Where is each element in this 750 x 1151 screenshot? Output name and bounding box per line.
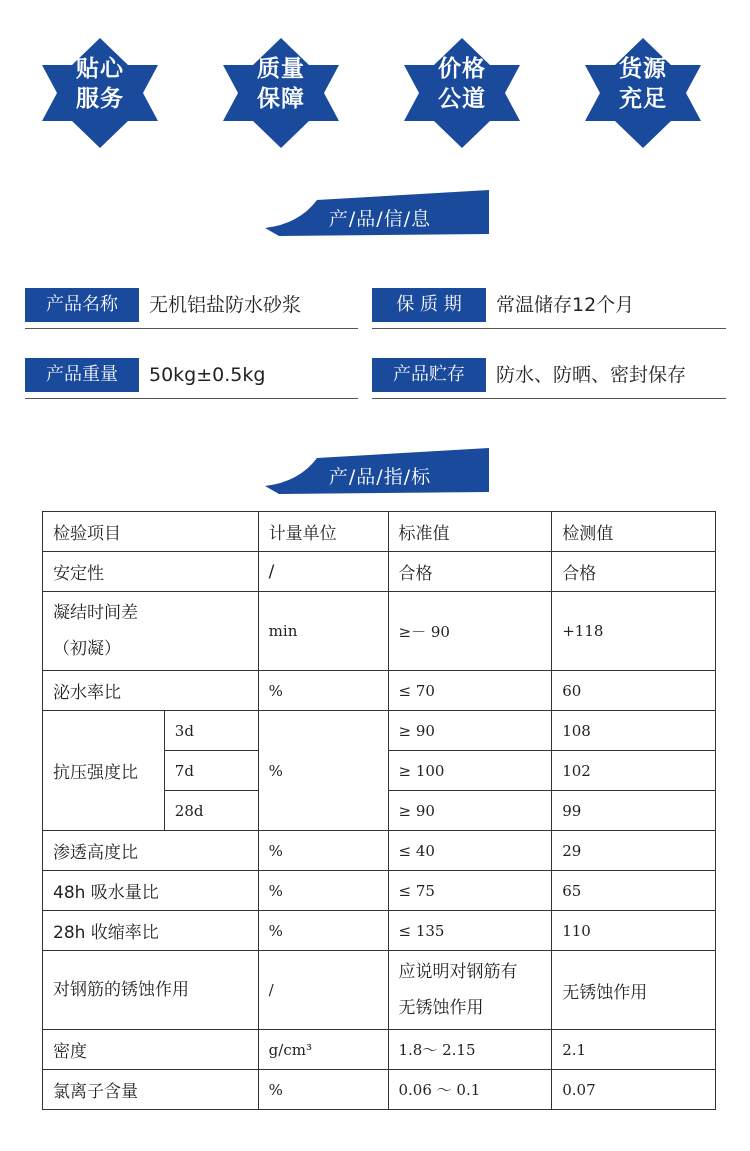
info-value: 防水、防晒、密封保存	[496, 364, 687, 386]
info-value: 无机铝盐防水砂浆	[149, 294, 302, 316]
section-title: 产/品/指/标	[328, 466, 432, 488]
table-cell: %	[258, 671, 388, 711]
table-cell	[388, 951, 552, 1030]
badge-line: 充足	[619, 86, 667, 112]
badge-line: 公道	[438, 86, 486, 112]
table-cell: 48h 吸水量比	[43, 871, 259, 911]
table-cell: 28d	[164, 791, 258, 831]
badge-line: 价格	[438, 56, 486, 82]
table-cell: 合格	[388, 552, 552, 592]
table-row	[43, 552, 716, 592]
table-cell: ≤ 70	[388, 671, 552, 711]
badge-line: 货源	[619, 56, 667, 82]
table-header-row	[43, 512, 716, 552]
table-row	[43, 951, 716, 1030]
table-cell: %	[258, 831, 388, 871]
table-cell: ≥ 90	[388, 791, 552, 831]
table-row	[43, 1070, 716, 1110]
table-cell: 氯离子含量	[43, 1070, 259, 1110]
table-cell: 7d	[164, 751, 258, 791]
table-cell: 泌水率比	[43, 671, 259, 711]
table-row	[43, 711, 716, 751]
info-storage	[372, 350, 726, 399]
section-title: 产/品/信/息	[328, 208, 432, 230]
table-cell: 安定性	[43, 552, 259, 592]
table-row	[43, 911, 716, 951]
table-cell: +118	[552, 592, 716, 671]
table-cell: 渗透高度比	[43, 831, 259, 871]
info-label: 产品贮存	[372, 358, 486, 392]
table-cell: 60	[552, 671, 716, 711]
badge-price	[402, 38, 522, 148]
table-cell: 对钢筋的锈蚀作用	[43, 951, 259, 1030]
table-cell: %	[258, 1070, 388, 1110]
table-cell: 抗压强度比	[43, 711, 165, 831]
info-label: 保 质 期	[372, 288, 486, 322]
table-row	[43, 671, 716, 711]
table-header: 检验项目	[43, 512, 259, 552]
table-cell: %	[258, 871, 388, 911]
table-cell: ≥－ 90	[388, 592, 552, 671]
table-row	[43, 592, 716, 671]
badge-supply	[583, 38, 703, 148]
table-cell: 0.07	[552, 1070, 716, 1110]
table-cell: /	[258, 951, 388, 1030]
table-row	[43, 831, 716, 871]
cell-line: （初凝）	[53, 639, 121, 659]
cell-line: 应说明对钢筋有	[398, 962, 518, 982]
badge-line: 服务	[76, 86, 124, 112]
spec-table	[42, 511, 716, 1110]
badge-line: 保障	[257, 86, 305, 112]
info-product-name	[25, 280, 358, 329]
info-label: 产品重量	[25, 358, 139, 392]
table-cell: g/cm³	[258, 1030, 388, 1070]
table-cell: ≤ 40	[388, 831, 552, 871]
badge-line: 质量	[257, 56, 305, 82]
table-cell: 28h 收缩率比	[43, 911, 259, 951]
table-cell: %	[258, 911, 388, 951]
table-row	[43, 1030, 716, 1070]
table-cell: 65	[552, 871, 716, 911]
table-cell: 1.8～ 2.15	[388, 1030, 552, 1070]
table-cell: 108	[552, 711, 716, 751]
badge-service	[40, 38, 160, 148]
table-header: 计量单位	[258, 512, 388, 552]
table-row	[43, 871, 716, 911]
table-cell: 密度	[43, 1030, 259, 1070]
info-shelf-life	[372, 280, 726, 329]
table-cell: 3d	[164, 711, 258, 751]
badge-line: 贴心	[76, 56, 124, 82]
table-cell: 99	[552, 791, 716, 831]
table-cell: 合格	[552, 552, 716, 592]
badge-quality	[221, 38, 341, 148]
table-cell: 2.1	[552, 1030, 716, 1070]
cell-line: 凝结时间差	[53, 603, 138, 623]
table-cell: ≤ 75	[388, 871, 552, 911]
table-cell: min	[258, 592, 388, 671]
info-label: 产品名称	[25, 288, 139, 322]
section-header-spec	[0, 448, 750, 502]
table-cell: 102	[552, 751, 716, 791]
table-cell: %	[258, 711, 388, 831]
table-cell: 无锈蚀作用	[552, 951, 716, 1030]
table-cell	[43, 592, 259, 671]
table-cell: 0.06 ～ 0.1	[388, 1070, 552, 1110]
table-cell: /	[258, 552, 388, 592]
table-header: 检测值	[552, 512, 716, 552]
feature-badges	[0, 38, 750, 148]
info-value: 常温储存12个月	[496, 294, 635, 316]
info-value: 50kg±0.5kg	[149, 364, 266, 386]
table-cell: ≤ 135	[388, 911, 552, 951]
table-cell: 110	[552, 911, 716, 951]
section-header-info	[0, 190, 750, 244]
table-cell: ≥ 90	[388, 711, 552, 751]
table-cell: ≥ 100	[388, 751, 552, 791]
info-weight	[25, 350, 358, 399]
cell-line: 无锈蚀作用	[398, 998, 484, 1018]
table-header: 标准值	[388, 512, 552, 552]
table-cell: 29	[552, 831, 716, 871]
